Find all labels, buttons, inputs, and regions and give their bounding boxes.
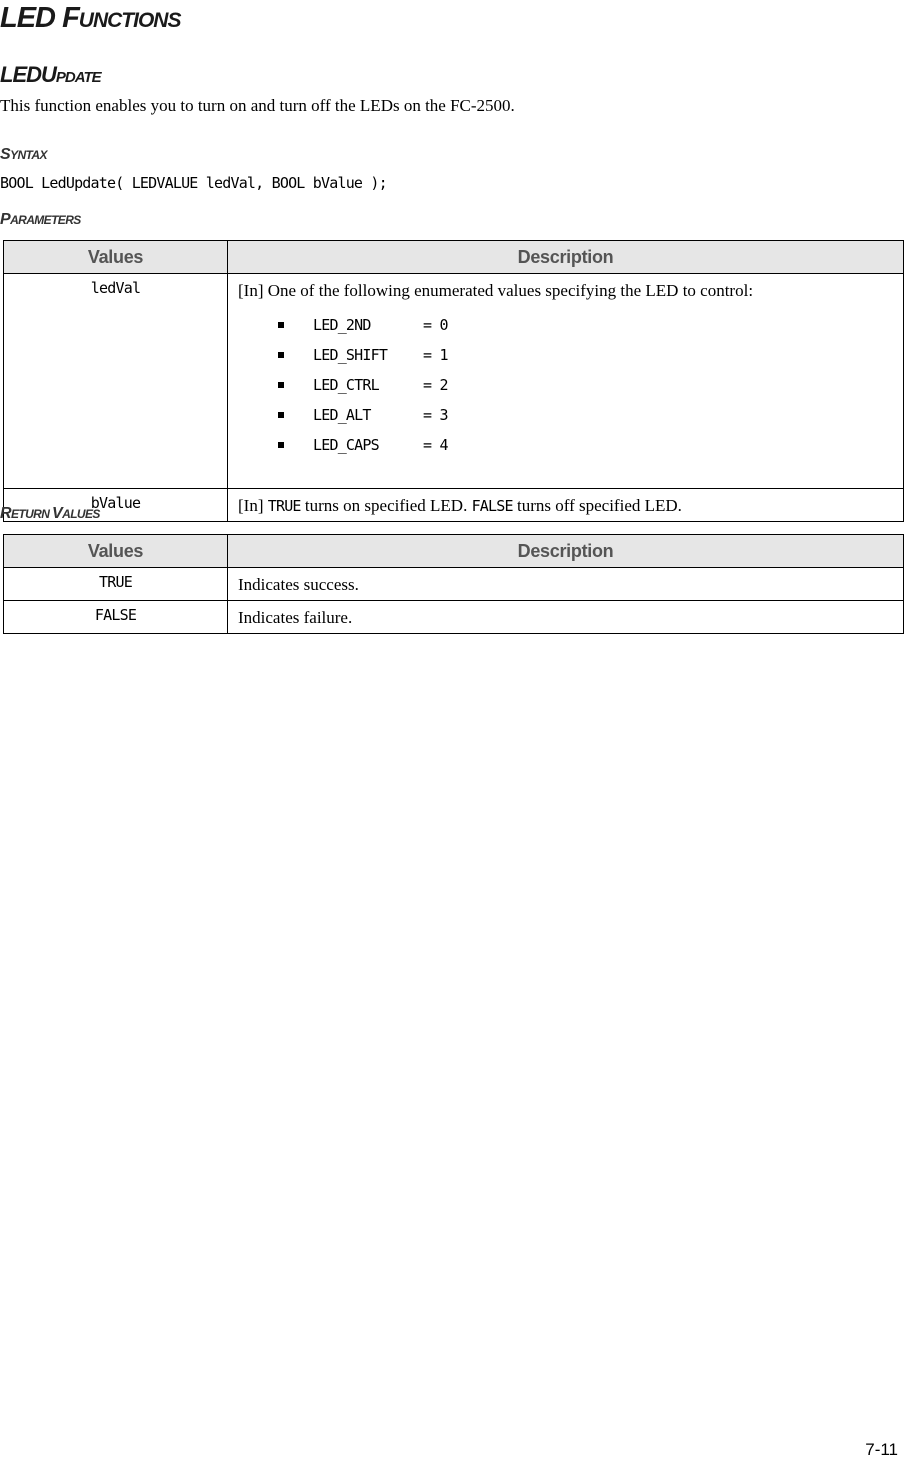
list-item: LED_CTRL = 2: [238, 370, 893, 400]
return-values-heading: RETURN VALUES: [0, 505, 100, 522]
param-description-text: [In] One of the following enumerated values specifying the LED to control:: [238, 281, 754, 300]
syntax-heading: SYNTAX: [0, 146, 47, 163]
bullet-icon: [278, 322, 284, 328]
description-header: Description: [228, 241, 904, 274]
page-number: 7-11: [865, 1440, 898, 1459]
table-row: [4, 568, 904, 601]
return-value: TRUE: [4, 568, 228, 601]
param-name: ledVal: [4, 274, 228, 489]
parameters-heading: PARAMETERS: [0, 211, 81, 228]
bullet-icon: [278, 412, 284, 418]
table-header-row: [4, 241, 904, 274]
function-description: This function enables you to turn on and turn off the LEDs on the FC-2500.: [0, 96, 515, 115]
bullet-icon: [278, 382, 284, 388]
return-values-table: [3, 534, 904, 634]
section-title: LED FUNCTIONS: [0, 2, 181, 34]
return-description: Indicates failure.: [228, 601, 904, 634]
table-row: [4, 274, 904, 489]
description-header: Description: [228, 535, 904, 568]
bullet-icon: [278, 442, 284, 448]
syntax-code: BOOL LedUpdate( LEDVALUE ledVal, BOOL bValue );: [0, 174, 387, 192]
enum-list: [238, 310, 893, 460]
list-item: LED_CAPS = 4: [238, 430, 893, 460]
values-header: Values: [4, 241, 228, 274]
list-item: LED_2ND = 0: [238, 310, 893, 340]
bullet-icon: [278, 352, 284, 358]
parameters-table: [3, 240, 904, 522]
table-row: [4, 489, 904, 522]
list-item: LED_SHIFT = 1: [238, 340, 893, 370]
table-row: [4, 601, 904, 634]
function-title: LEDUPDATE: [0, 62, 101, 87]
values-header: Values: [4, 535, 228, 568]
param-description: [In] TRUE turns on specified LED. FALSE turns off specified LED.: [228, 489, 904, 522]
param-name: bValue: [4, 489, 228, 522]
return-value: FALSE: [4, 601, 228, 634]
param-description: [228, 274, 904, 489]
table-header-row: [4, 535, 904, 568]
list-item: LED_ALT = 3: [238, 400, 893, 430]
return-description: Indicates success.: [228, 568, 904, 601]
